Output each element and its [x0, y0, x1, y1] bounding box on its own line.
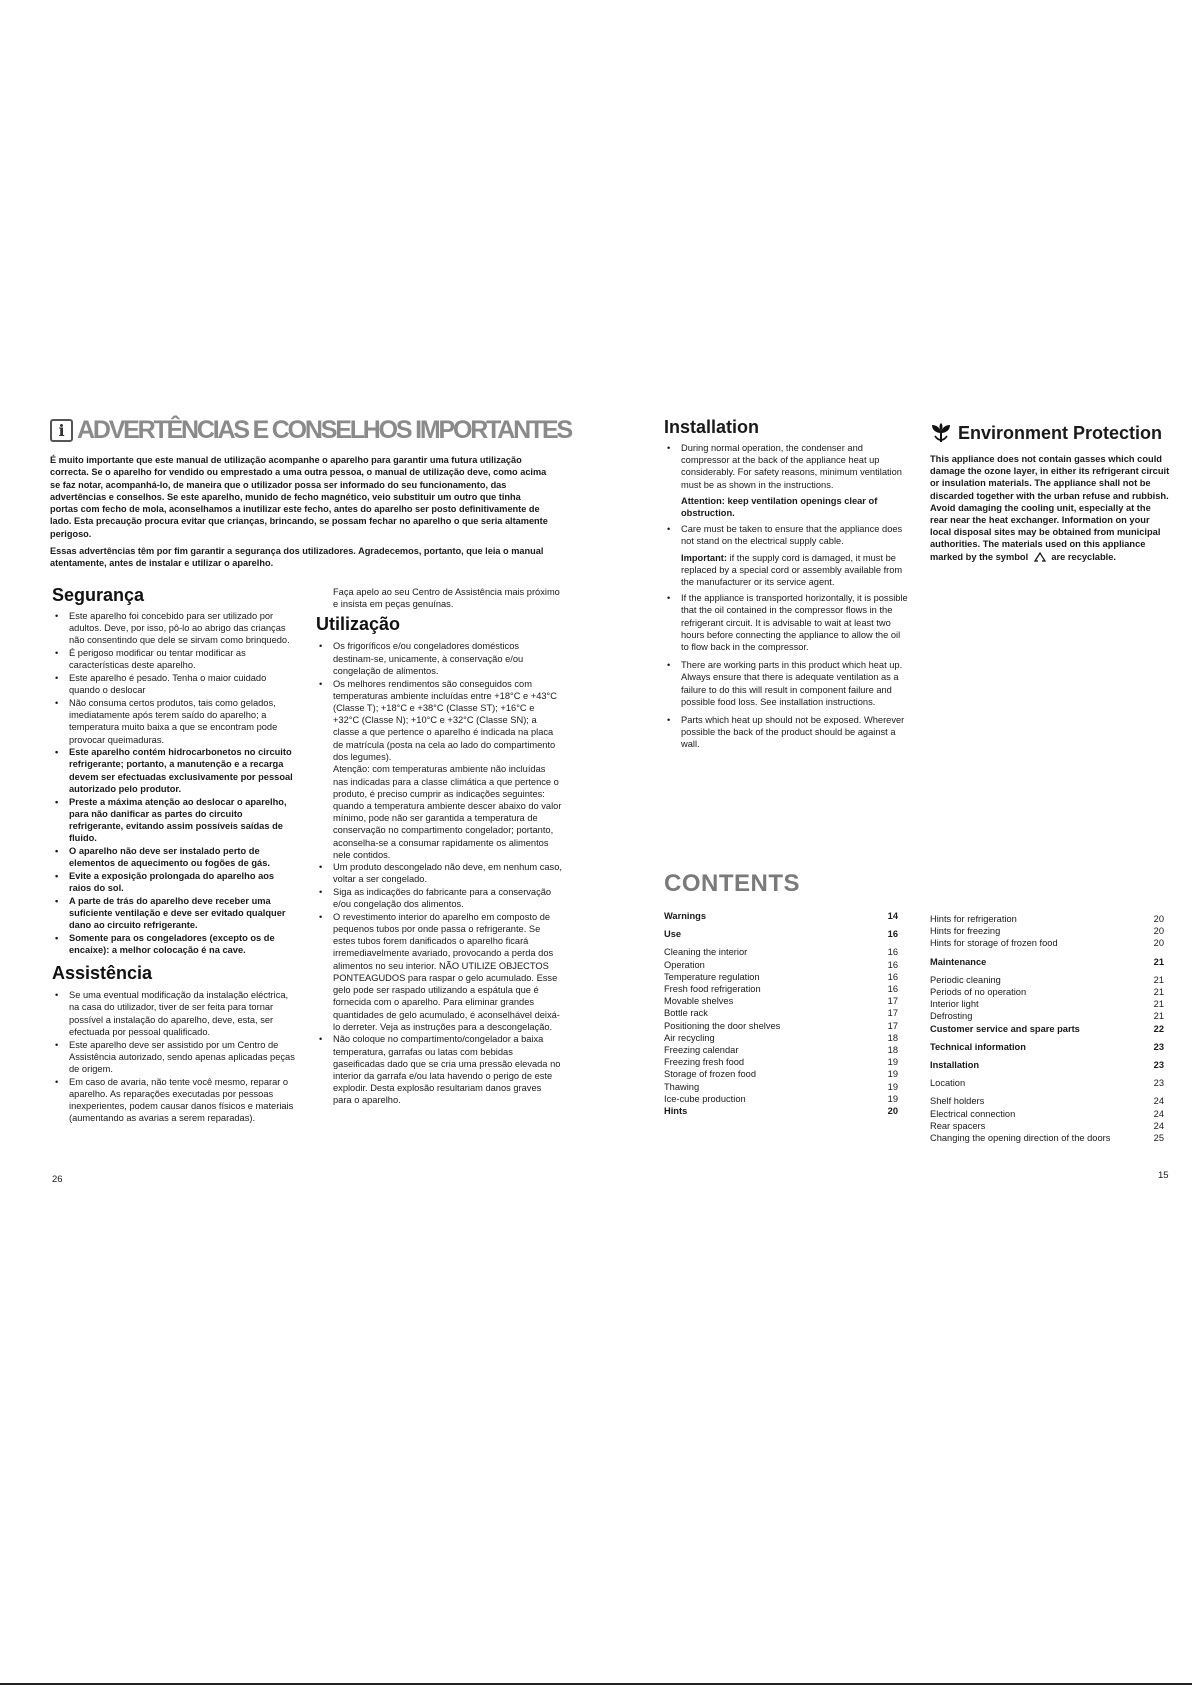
- contents-entry: [664, 946, 898, 958]
- environment-section: [930, 422, 1170, 563]
- contents-entry-page: 20: [887, 1106, 898, 1117]
- contents-entry-page: 17: [887, 1008, 898, 1019]
- list-item: • If the appliance is transported horizontally, it is possible that the oil contained in the compressor flows in the refrigerant circuit. It is advisable to wait at least two hours before connecting the appliance to allow the oil to flow back in the compressor.: [664, 592, 909, 653]
- contents-entry: [930, 937, 1164, 949]
- assistencia-continuation: Faça apelo ao seu Centro de Assistência mais próximo e insista em peças genuínas.: [333, 587, 560, 610]
- installation-section: [664, 416, 909, 751]
- environment-text: [930, 453, 1170, 563]
- contents-entry: [664, 928, 898, 940]
- contents-entry-page: 18: [887, 1032, 898, 1043]
- contents-entry: [930, 1023, 1164, 1035]
- contents-entry: [930, 1132, 1164, 1144]
- contents-entry: [930, 1077, 1164, 1089]
- contents-entry-page: 19: [887, 1069, 898, 1080]
- contents-entry-label: Installation: [930, 1060, 980, 1071]
- important-text: if the supply cord is damaged, it must be replaced by a special cord or assembly available from the manufacturer or its service agent.: [681, 552, 903, 588]
- contents-entry: [664, 995, 898, 1007]
- page-number-left: 26: [52, 1174, 63, 1185]
- contents-entry: [664, 1032, 898, 1044]
- contents-entry-label: Freezing fresh food: [664, 1057, 745, 1068]
- list-item: [664, 442, 909, 519]
- contents-entry-page: 16: [887, 929, 898, 940]
- list-item: • Se uma eventual modificação da instalação eléctrica, na casa do utilizador, tiver de ser feita para tornar possível a instalação do aparelho, deve, esta, ser efectuada por pessoal qualificado.: [52, 989, 297, 1038]
- contents-entry-page: 16: [887, 984, 898, 995]
- contents-entry-page: 19: [887, 1081, 898, 1092]
- page-number-right: 15: [1158, 1170, 1169, 1181]
- contents-entry-label: Changing the opening direction of the doors: [930, 1133, 1111, 1144]
- pt-column-2: [316, 586, 562, 1107]
- list-item: • A parte de trás do aparelho deve receber uma suficiente ventilação e deve ser evitado qualquer dano ao circuito refrigerante.: [52, 895, 297, 932]
- contents-entry: [664, 959, 898, 971]
- contents-entry-label: Periods of no operation: [930, 987, 1027, 998]
- seguranca-list: [52, 610, 297, 956]
- contents-entry-page: 21: [1153, 974, 1164, 985]
- contents-entry-page: 24: [1153, 1108, 1164, 1119]
- contents-entry-page: 23: [1153, 1060, 1164, 1071]
- contents-entry: [930, 1095, 1164, 1107]
- contents-entry-page: 23: [1153, 1078, 1164, 1089]
- contents-entry-page: 24: [1153, 1096, 1164, 1107]
- contents-entry-label: Ice-cube production: [664, 1093, 746, 1104]
- list-item: • Um produto descongelado não deve, em nenhum caso, voltar a ser congelado.: [316, 861, 562, 885]
- section-heading-seguranca: Segurança: [52, 585, 145, 605]
- contents-entry: [930, 1120, 1164, 1132]
- contents-left-column: [664, 910, 898, 1117]
- contents-entry: [930, 925, 1164, 937]
- list-item: • Siga as indicações do fabricante para a conservação e/ou congelação dos alimentos.: [316, 886, 562, 910]
- contents-entry-label: Customer service and spare parts: [930, 1023, 1080, 1034]
- attention-note: Attention: keep ventilation openings clear of obstruction.: [681, 495, 878, 519]
- contents-entry-page: 16: [887, 947, 898, 958]
- contents-entry-label: Freezing calendar: [664, 1045, 739, 1056]
- list-item: • Este aparelho foi concebido para ser utilizado por adultos. Deve, por isso, pô-lo ao abrigo das crianças não consentindo que dele se sirvam como brinquedo.: [52, 610, 297, 647]
- contents-entry: [930, 998, 1164, 1010]
- contents-entry-page: 20: [1153, 914, 1164, 924]
- contents-entry-page: 20: [1153, 926, 1164, 937]
- contents-entry-page: 25: [1153, 1133, 1164, 1144]
- contents-entry: [664, 971, 898, 983]
- list-item-text: • During normal operation, the condenser and compressor at the back of the appliance heat up considerably. For safety reasons, minimum ventilation must be as shown in the instructions.: [681, 443, 902, 490]
- list-item: • Não consuma certos produtos, tais como gelados, imediatamente após terem saído do aparelho; a temperatura muito baixa a que se encontram pode provocar queimaduras.: [52, 697, 297, 746]
- contents-entry-label: Rear spacers: [930, 1120, 986, 1131]
- environment-text-body: This appliance does not contain gasses which could damage the ozone layer, in either its refrigerant circuit or insulation materials. The appliance shall not be discarded together with the urban refuse and rubbish. Avoid damaging the cooling unit, especially at the rear near the heat exchanger. Information on your local disposal sites may be obtained from municipal authorities. The materials used on this appliance marked by the symbol: [930, 454, 1170, 562]
- contents-entry-page: 21: [1153, 1011, 1164, 1022]
- contents-title: CONTENTS: [664, 870, 800, 897]
- recycle-icon: [1033, 551, 1047, 563]
- contents-entry-page: 19: [887, 1093, 898, 1104]
- contents-entry-label: Fresh food refrigeration: [664, 984, 761, 995]
- contents-entry-label: Hints for storage of frozen food: [930, 938, 1058, 949]
- contents-entry: [930, 974, 1164, 986]
- section-heading-installation: Installation: [664, 417, 760, 437]
- contents-entry-label: Movable shelves: [664, 996, 734, 1007]
- list-item: • Em caso de avaria, não tente você mesmo, reparar o aparelho. As reparações executadas por pessoas inexperientes, podem causar danos físicos e materiais (aumentando as avarias a serem reparadas).: [52, 1076, 297, 1125]
- contents-entry-page: 24: [1153, 1120, 1164, 1131]
- contents-entry-label: Periodic cleaning: [930, 974, 1001, 985]
- contents-entry-label: Operation: [664, 959, 705, 970]
- contents-entry: [664, 1093, 898, 1105]
- contents-entry: [664, 1007, 898, 1019]
- list-item: • O revestimento interior do aparelho em composto de pequenos tubos por onde passa o refrigerante. Se estes tubos forem danificados o aparelho ficará irremediavelmente avariado, provocando a perda dos alimentos no seu interior. NÃO UTILIZE OBJECTOS PONTEAGUDOS para raspar o gelo acumulado. Esse gelo pode ser raspado utilizando a espátula que é fornecida com o aparelho. Para eliminar grandes quantidades de gelo acumulado, é aconselhável deixá-lo derreter. Veja as instruções para a descongelação.: [316, 911, 562, 1033]
- contents-entry: [930, 1108, 1164, 1120]
- important-label: Important:: [681, 552, 727, 563]
- list-item-text: • Care must be taken to ensure that the appliance does not stand on the electrical supply cable.: [681, 524, 903, 547]
- list-item: • Parts which heat up should not be exposed. Wherever possible the back of the product should be against a wall.: [664, 714, 909, 751]
- contents-entry-page: 16: [887, 971, 898, 982]
- contents-entry-page: 18: [887, 1045, 898, 1056]
- important-note: [681, 552, 909, 589]
- list-item: • There are working parts in this product which heat up. Always ensure that there is adequate ventilation as a failure to do this will result in component failure and possible food loss. See installation instructions.: [664, 659, 909, 708]
- contents-entry-page: 16: [887, 959, 898, 970]
- contents-entry-label: Warnings: [664, 911, 707, 921]
- contents-entry-page: 20: [1153, 938, 1164, 949]
- contents-right-column: [930, 913, 1164, 1144]
- list-item: • Os frigoríficos e/ou congeladores domésticos destinam-se, unicamente, à conservação e/ou congelação de alimentos.: [316, 640, 562, 677]
- contents-entry-label: Cleaning the interior: [664, 947, 748, 958]
- pt-column-1: [52, 584, 297, 1125]
- contents-entry-page: 21: [1153, 987, 1164, 998]
- contents-entry-label: Storage of frozen food: [664, 1069, 756, 1080]
- list-item: • Preste a máxima atenção ao deslocar o aparelho, para não danificar as partes do circuito refrigerante, evitando assim possíveis saídas de fluido.: [52, 796, 297, 845]
- contents-entry-label: Hints for freezing: [930, 926, 1001, 937]
- list-item: • Este aparelho contém hidrocarbonetos no circuito refrigerante; portanto, a manutenção e a recarga devem ser efectuadas exclusivamente por pessoal autorizado pelo produtor.: [52, 746, 297, 795]
- list-item: • O aparelho não deve ser instalado perto de elementos de aquecimento ou fogões de gás.: [52, 845, 297, 869]
- contents-entry: [664, 1068, 898, 1080]
- contents-entry-page: 17: [887, 1020, 898, 1031]
- utilizacao-list-cont: [316, 861, 562, 1107]
- contents-entry: [930, 913, 1164, 925]
- contents-entry-label: Bottle rack: [664, 1008, 708, 1019]
- info-icon: i: [50, 419, 73, 442]
- contents-entry: [664, 1105, 898, 1117]
- contents-entry-label: Interior light: [930, 999, 979, 1010]
- contents-entry-label: Use: [664, 929, 682, 940]
- contents-entry-label: Positioning the door shelves: [664, 1020, 781, 1031]
- contents-entry-page: 19: [887, 1057, 898, 1068]
- contents-entry: [930, 1041, 1164, 1053]
- list-item: • É perigoso modificar ou tentar modificar as características deste aparelho.: [52, 647, 297, 671]
- contents-entry-label: Air recycling: [664, 1032, 715, 1043]
- list-item: • Não coloque no compartimento/congelador a baixa temperatura, garrafas ou latas com bebidas gaseificadas dado que se cria uma pressão elevada no interior da garrafa e/ou lata havendo o perigo de este explodir. Desta explosão resultariam danos graves para o aparelho.: [316, 1033, 562, 1106]
- contents-entry-page: 23: [1153, 1041, 1164, 1052]
- contents-entry: [930, 986, 1164, 998]
- contents-entry: [930, 956, 1164, 968]
- list-item: [664, 523, 909, 588]
- list-item: • Este aparelho é pesado. Tenha o maior cuidado quando o deslocar: [52, 672, 297, 696]
- page-title: [50, 412, 610, 448]
- intro-paragraph: Essas advertências têm por fim garantir a segurança dos utilizadores. Agradecemos, portanto, que leia o manual atentamente, antes de instalar e utilizar o aparelho.: [50, 546, 544, 569]
- section-heading-assistencia: Assistência: [52, 963, 153, 984]
- contents-entry-label: Defrosting: [930, 1011, 973, 1022]
- contents-entry-page: 21: [1153, 956, 1164, 967]
- contents-entry: [664, 983, 898, 995]
- contents-entry: [930, 1010, 1164, 1022]
- contents-entry-label: Shelf holders: [930, 1096, 985, 1107]
- contents-entry: [664, 910, 898, 922]
- contents-entry: [930, 1059, 1164, 1071]
- atencao-paragraph: Atenção: com temperaturas ambiente não incluídas nas indicadas para a classe climática a que pertence o produto, é preciso cumprir as indicações seguintes: quando a temperatura ambiente descer abaixo do valor mínimo, pode não ser garantida a temperatura de conservação no compartimento congelador; portanto, aconselha-se a consumar rapidamente os alimentos nele contidos.: [333, 764, 562, 860]
- contents-entry-label: Temperature regulation: [664, 971, 760, 982]
- list-item: • Os melhores rendimentos são conseguidos com temperaturas ambiente incluídas entre +18°C e +43°C (Classe T); +18°C e +38°C (Classe ST); +16°C e +32°C (Classe N); +10°C e +32°C (Classe SN); a classe a que pertence o aparelho é indicada na placa de matrícula (posta na cela ao lado do compartimento dos legumes).: [316, 678, 562, 763]
- section-heading-utilizacao: Utilização: [316, 614, 401, 635]
- list-item: • Este aparelho deve ser assistido por um Centro de Assistência autorizado, sendo apenas aplicadas peças de origem.: [52, 1039, 297, 1076]
- list-item: • Evite a exposição prolongada do aparelho aos raios do sol.: [52, 870, 297, 894]
- contents-entry: [664, 1020, 898, 1032]
- intro-text: [50, 454, 550, 575]
- section-heading-environment: Environment Protection: [958, 423, 1163, 443]
- environment-text-end: are recyclable.: [1051, 551, 1116, 562]
- contents-entry-page: 21: [1153, 999, 1164, 1010]
- contents-entry-page: 22: [1153, 1023, 1164, 1034]
- environment-header: [930, 422, 1170, 444]
- contents-entry-page: 17: [887, 996, 898, 1007]
- contents-entry-label: Electrical connection: [930, 1108, 1016, 1119]
- contents-entry-label: Hints: [664, 1106, 688, 1117]
- contents-entry: [664, 1044, 898, 1056]
- flower-icon: [930, 422, 952, 444]
- contents-entry-label: Thawing: [664, 1081, 700, 1092]
- page-title-text: ADVERTÊNCIAS E CONSELHOS IMPORTANTES: [77, 415, 571, 444]
- contents-entry-label: Maintenance: [930, 956, 987, 967]
- assistencia-list: [52, 989, 297, 1124]
- contents-entry-label: Technical information: [930, 1041, 1026, 1052]
- intro-paragraph: É muito importante que este manual de utilização acompanhe o aparelho para garantir uma futura utilização correcta. Se o aparelho for vendido ou emprestado a uma outra pessoa, o manual de utilização deve, como acima se faz notar, acompanhá-lo, de maneira que o utilizador possa ser informado do seu funcionamento, das advertências e conselhos. Se este aparelho, munido de fecho magnético, veio substituir um outro que tinha portas com fecho de mola, aconselhamos a inutilizar este fecho, antes do aparelho ser posto definitivamente de lado. Esta precaução procura evitar que crianças, brincando, se possam fechar no aparelho o que seria altamente perigoso.: [50, 455, 548, 539]
- contents-entry: [664, 1081, 898, 1093]
- list-item: • Somente para os congeladores (excepto os de encaixe): a melhor colocação é na cave.: [52, 932, 297, 956]
- contents-entry: [664, 1056, 898, 1068]
- contents-entry-label: Location: [930, 1078, 966, 1089]
- contents-entry-label: Hints for refrigeration: [930, 914, 1017, 924]
- contents-entry-page: 14: [887, 911, 898, 921]
- installation-list: [664, 442, 909, 751]
- utilizacao-list: [316, 640, 562, 763]
